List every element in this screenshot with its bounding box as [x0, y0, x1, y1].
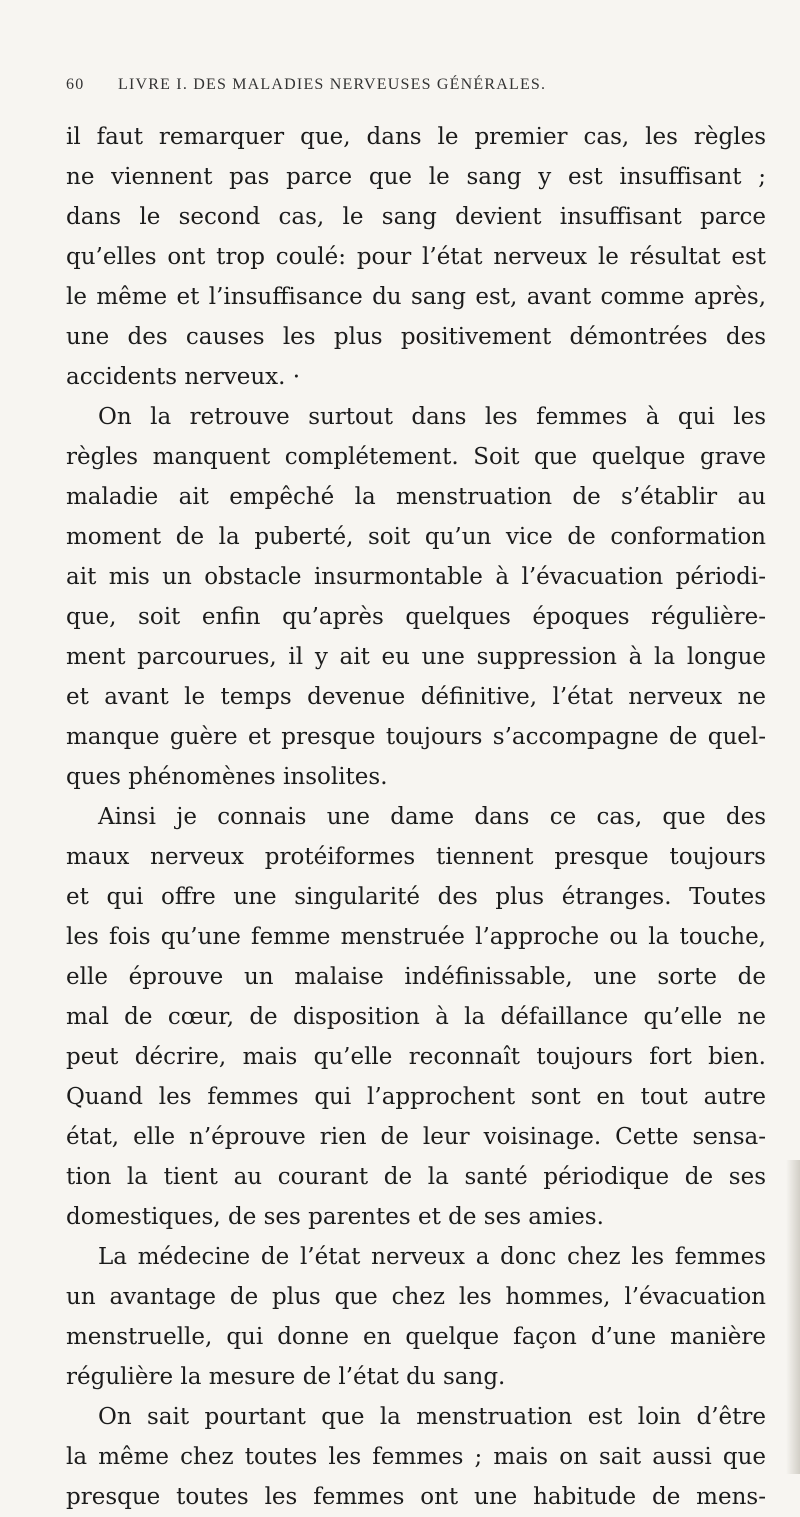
text-line: qu’elles ont trop coulé: pour l’état nerveux le résultat est	[66, 244, 766, 270]
text-line: tion la tient au courant de la santé périodique de ses	[66, 1164, 766, 1190]
text-line: Quand les femmes qui l’approchent sont en tout autre	[66, 1084, 766, 1110]
page-number: 60	[66, 76, 85, 93]
text-line: maux nerveux protéiformes tiennent presque toujours	[66, 844, 766, 870]
text-line: peut décrire, mais qu’elle reconnaît toujours fort bien.	[66, 1044, 766, 1070]
text-line: On sait pourtant que la menstruation est loin d’être	[98, 1404, 766, 1430]
text-line: ment parcourues, il y ait eu une suppression à la longue	[66, 644, 766, 670]
text-line: moment de la puberté, soit qu’un vice de conformation	[66, 524, 766, 550]
text-line: règles manquent complétement. Soit que quelque grave	[66, 444, 766, 470]
text-line: mal de cœur, de disposition à la défaillance qu’elle ne	[66, 1004, 766, 1030]
text-line: la même chez toutes les femmes ; mais on sait aussi que	[66, 1444, 766, 1470]
text-line: accidents nerveux. ·	[66, 364, 301, 390]
page-edge-shadow	[786, 1160, 800, 1474]
text-line: et avant le temps devenue définitive, l’état nerveux ne	[66, 684, 766, 710]
text-line: que, soit enfin qu’après quelques époques régulière-	[66, 604, 766, 630]
text-line: état, elle n’éprouve rien de leur voisinage. Cette sensa-	[66, 1124, 766, 1150]
body-text	[66, 117, 766, 1517]
text-line: une des causes les plus positivement démontrées des	[66, 324, 766, 350]
running-head	[66, 76, 766, 100]
text-line: domestiques, de ses parentes et de ses amies.	[66, 1204, 604, 1230]
text-line: et qui offre une singularité des plus étranges. Toutes	[66, 884, 766, 910]
text-line: ait mis un obstacle insurmontable à l’évacuation périodi-	[66, 564, 766, 590]
text-line: maladie ait empêché la menstruation de s’établir au	[66, 484, 766, 510]
text-line: presque toutes les femmes ont une habitude de mens-	[66, 1484, 766, 1510]
running-title: LIVRE I. DES MALADIES NERVEUSES GÉNÉRALES.	[118, 76, 547, 93]
text-line: régulière la mesure de l’état du sang.	[66, 1364, 506, 1390]
text-line: il faut remarquer que, dans le premier cas, les règles	[66, 124, 766, 150]
text-line: menstruelle, qui donne en quelque façon d’une manière	[66, 1324, 766, 1350]
text-line: ques phénomènes insolites.	[66, 764, 388, 790]
text-line: les fois qu’une femme menstruée l’approche ou la touche,	[66, 924, 766, 950]
text-line: le même et l’insuffisance du sang est, avant comme après,	[66, 284, 766, 310]
text-line: ne viennent pas parce que le sang y est insuffisant ;	[66, 164, 766, 190]
text-line: Ainsi je connais une dame dans ce cas, que des	[98, 804, 766, 830]
text-line: manque guère et presque toujours s’accompagne de quel-	[66, 724, 766, 750]
text-line: un avantage de plus que chez les hommes, l’évacuation	[66, 1284, 766, 1310]
text-line: dans le second cas, le sang devient insuffisant parce	[66, 204, 766, 230]
text-line: elle éprouve un malaise indéfinissable, une sorte de	[66, 964, 766, 990]
text-line: On la retrouve surtout dans les femmes à qui les	[98, 404, 766, 430]
text-line: La médecine de l’état nerveux a donc chez les femmes	[98, 1244, 766, 1270]
